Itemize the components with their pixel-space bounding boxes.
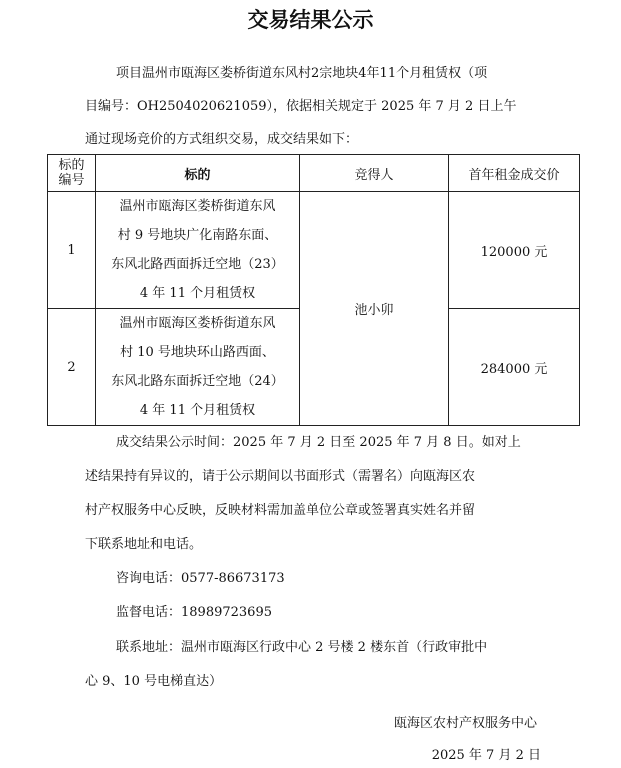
signature-date: 2025 年 7 月 2 日 [431,748,541,763]
header-lot-number-line-1: 标的 [58,158,85,173]
address-line-1: 联系地址：温州市瓯海区行政中心 2 号楼 2 楼东首（行政审批中 [116,640,488,655]
table-row [48,192,580,309]
notice-line-3: 村产权服务中心反映，反映材料需加盖单位公章或签署真实姓名并留 [85,503,476,518]
address-line-2: 心 9、10 号电梯直达） [85,674,223,689]
result-table [47,154,580,426]
intro-line-3: 通过现场竞价的方式组织交易，成交结果如下： [85,132,359,147]
header-subject: 标的 [96,155,300,192]
lot-number: 1 [48,192,96,309]
lot-subject [96,192,300,309]
page-title: 交易结果公示 [247,8,374,32]
consult-phone: 咨询电话：0577-86673173 [116,571,285,586]
lot-subject-line: 温州市瓯海区娄桥街道东风 [119,316,276,331]
header-winner: 竞得人 [300,155,449,192]
intro-line-1: 项目温州市瓯海区娄桥街道东风村2宗地块4年11个月租赁权（项 [116,66,488,81]
header-lot-number [48,155,96,192]
intro-line-2: 目编号：OH2504020621059），依据相关规定于 2025 年 7 月 2 日上午 [85,99,517,114]
notice-line-1: 成交结果公示时间：2025 年 7 月 2 日至 2025 年 7 月 8 日。如对上 [116,435,521,450]
notice-line-4: 下联系地址和电话。 [85,537,203,552]
lot-subject-line: 东风北路西面拆迁空地（23） [111,257,284,272]
supervise-phone: 监督电话：18989723695 [116,605,272,620]
header-price: 首年租金成交价 [449,155,580,192]
lot-subject-line: 温州市瓯海区娄桥街道东风 [119,199,276,214]
header-lot-number-line-2: 编号 [58,173,85,188]
lot-subject-line: 4 年 11 个月租赁权 [139,403,256,418]
signature-org: 瓯海区农村产权服务中心 [393,716,537,731]
lot-subject-line: 村 10 号地块环山路西面、 [120,345,275,360]
lot-price: 284000 元 [449,309,580,426]
lot-subject-line: 村 9 号地块广化南路东面、 [117,228,278,243]
notice-line-2: 述结果持有异议的，请于公示期间以书面形式（需署名）向瓯海区农 [85,469,476,484]
lot-subject-line: 4 年 11 个月租赁权 [139,286,256,301]
lot-subject [96,309,300,426]
winner-name: 池小卯 [300,192,449,426]
lot-subject-line: 东风北路东面拆迁空地（24） [111,374,284,389]
table-header-row [48,155,580,192]
lot-number: 2 [48,309,96,426]
lot-price: 120000 元 [449,192,580,309]
